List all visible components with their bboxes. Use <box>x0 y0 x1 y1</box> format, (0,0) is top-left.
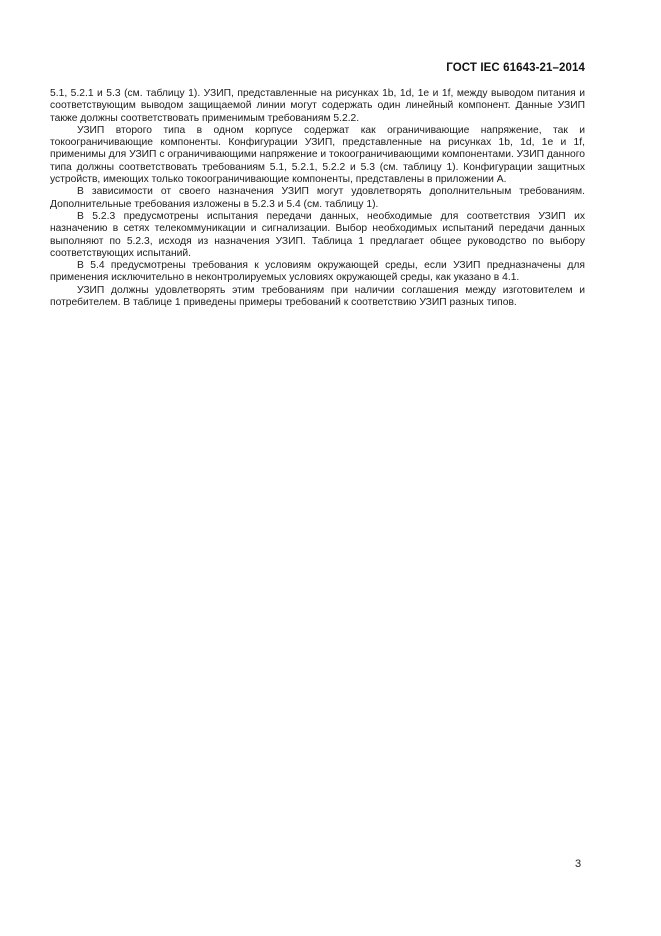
paragraph-2: УЗИП второго типа в одном корпусе содержат как ограничивающие напряжение, так и токоограничивающие компоненты. Конфигурации УЗИП, представленные на рисунках 1b, 1d, 1e и 1f, применимы для УЗИП с ограничивающими напряжение и токоограничивающими компонентами. УЗИП данного типа должны соответствовать требованиям 5.1, 5.2.1, 5.2.2 и 5.3 (см. таблицу 1). Конфигурации защитных устройств, имеющих только токоограничивающие компоненты, представлены в приложении А. <box>50 124 585 186</box>
body-text <box>50 88 585 309</box>
paragraph-1: 5.1, 5.2.1 и 5.3 (см. таблицу 1). УЗИП, представленные на рисунках 1b, 1d, 1e и 1f, между выводом питания и соответствующим выводом защищаемой линии могут содержать один линейный компонент. Данные УЗИП также должны соответствовать применимым требованиям 5.2.2. <box>50 88 585 124</box>
standard-header: ГОСТ IEC 61643-21–2014 <box>446 62 585 74</box>
paragraph-6: УЗИП должны удовлетворять этим требованиям при наличии соглашения между изготовителем и потребителем. В таблице 1 приведены примеры требований к соответствию УЗИП разных типов. <box>50 284 585 309</box>
paragraph-4: В 5.2.3 предусмотрены испытания передачи данных, необходимые для соответствия УЗИП их назначению в сетях телекоммуникации и сигнализации. Выбор необходимых испытаний передачи данных выполняют по 5.2.3, исходя из назначения УЗИП. Таблица 1 предлагает общее руководство по выбору соответствующих испытаний. <box>50 210 585 259</box>
paragraph-3: В зависимости от своего назначения УЗИП могут удовлетворять дополнительным требованиям. Дополнительные требования изложены в 5.2.3 и 5.4 (см. таблицу 1). <box>50 186 585 210</box>
page-number: 3 <box>575 858 582 870</box>
paragraph-5: В 5.4 предусмотрены требования к условиям окружающей среды, если УЗИП предназначены для применения исключительно в неконтролируемых условиях окружающей среды, как указано в 4.1. <box>50 260 585 284</box>
